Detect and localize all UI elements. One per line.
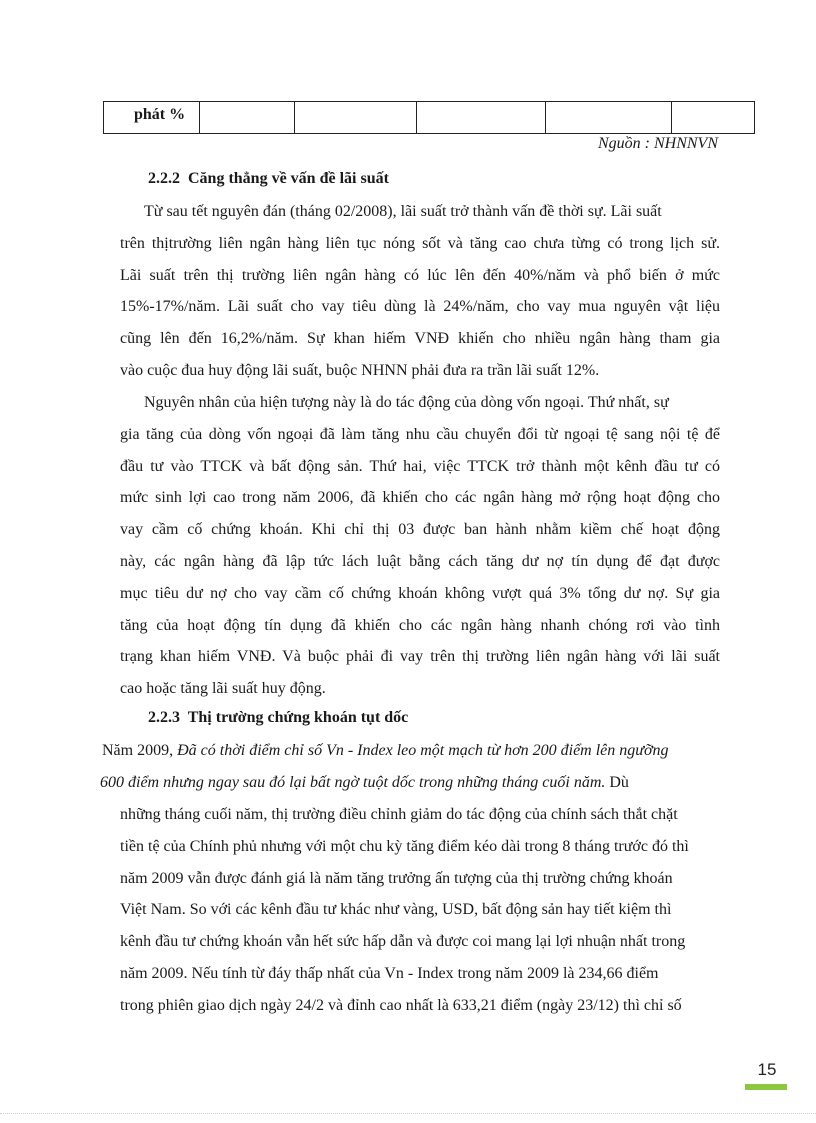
data-table-fragment <box>103 101 755 134</box>
footer-divider <box>0 1113 816 1114</box>
text-line: mục tiêu dư nợ cho vay cầm cố chứng khoán không vượt quá 3% tổng dư nợ. Sự gia <box>120 584 720 602</box>
section-heading-2-2-2 <box>148 170 389 188</box>
text-line: mức sinh lợi cao trong năm 2006, đã khiến cho các ngân hàng mở rộng hoạt động cho <box>120 489 720 507</box>
text-line: cũng lên đến 16,2%/năm. Sự khan hiếm VNĐ khiến cho nhiều ngân hàng tham gia <box>120 330 720 348</box>
text-line: 15%-17%/năm. Lãi suất cho vay tiêu dùng là 24%/năm, cho vay mua nguyên vật liệu <box>120 298 720 316</box>
text-line: Việt Nam. So với các kênh đầu tư khác như vàng, USD, bất động sản hay tiết kiệm thì <box>120 901 672 919</box>
text-line: vay cầm cố chứng khoán. Khi chỉ thị 03 được ban hành nhằm kiềm chế hoạt động <box>120 521 720 539</box>
table-row <box>104 102 755 134</box>
section-number: 2.2.2 <box>148 170 180 187</box>
table-cell <box>672 102 755 134</box>
text-line: Lãi suất trên thị trường liên ngân hàng có lúc lên đến 40%/năm và phổ biến ở mức <box>120 266 720 284</box>
text-line: Nguyên nhân của hiện tượng này là do tác động của dòng vốn ngoại. Thứ nhất, sự <box>144 394 669 411</box>
text-line: tăng của hoạt động tín dụng đã khiến cho các ngân hàng nhanh chóng rơi vào tình <box>120 616 720 634</box>
text-line: vào cuộc đua huy động lãi suất, buộc NHNN phải đưa ra trần lãi suất 12%. <box>120 361 600 379</box>
paragraph-causes <box>120 387 720 705</box>
table-cell <box>295 102 417 134</box>
text-italic: Đã có thời điểm chỉ số Vn - Index leo một mạch từ hơn 200 điểm lên ngưỡng <box>177 742 669 759</box>
paragraph-interest-rate <box>120 196 720 387</box>
paragraph-stock-market-intro <box>100 735 720 799</box>
text-line: đầu tư vào TTCK và bất động sản. Thứ hai, việc TTCK trở thành một kênh đầu tư có <box>120 457 720 475</box>
section-number: 2.2.3 <box>148 709 180 726</box>
text-line: năm 2009. Nếu tính từ đáy thấp nhất của Vn - Index trong năm 2009 là 234,66 điểm <box>120 964 659 982</box>
text-tail: Dù <box>605 773 629 791</box>
section-heading-2-2-3 <box>148 709 408 727</box>
table-cell-label: phát % <box>104 102 200 134</box>
text-line: này, các ngân hàng đã lập tức lách luật bằng cách tăng dư nợ tín dụng để đạt được <box>120 552 720 570</box>
text-line: trong phiên giao dịch ngày 24/2 và đỉnh cao nhất là 633,21 điểm (ngày 23/12) thì chỉ số <box>120 996 682 1014</box>
table-cell <box>546 102 672 134</box>
page-number-rule <box>745 1084 787 1090</box>
text-lead: Năm 2009, <box>102 742 178 759</box>
page-number: 15 <box>757 1060 777 1079</box>
text-line: tiền tệ của Chính phủ nhưng với một chu kỳ tăng điểm kéo dài trong 8 tháng trước đó thì <box>120 837 689 855</box>
table-cell <box>200 102 295 134</box>
text-line: kênh đầu tư chứng khoán vẫn hết sức hấp dẫn và được coi mang lại lợi nhuận nhất trong <box>120 933 686 951</box>
text-line: Từ sau tết nguyên đán (tháng 02/2008), lãi suất trở thành vấn đề thời sự. Lãi suất <box>144 203 662 220</box>
paragraph-stock-market <box>120 799 720 1022</box>
text-line <box>100 735 720 767</box>
text-italic: 600 điểm nhưng ngay sau đó lại bất ngờ tuột dốc trong những tháng cuối năm. <box>100 773 606 791</box>
text-line: trạng khan hiếm VNĐ. Và buộc phải đi vay trên thị trường liên ngân hàng với lãi suất <box>120 648 720 666</box>
text-line: gia tăng của dòng vốn ngoại đã làm tăng nhu cầu chuyển đổi từ ngoại tệ sang nội tệ để <box>120 425 720 443</box>
source-note: Nguồn : NHNNVN <box>597 135 718 152</box>
text-line: những tháng cuối năm, thị trường điều chỉnh giảm do tác động của chính sách thắt chặt <box>120 806 678 823</box>
text-line: trên thịtrường liên ngân hàng liên tục nóng sốt và tăng cao chưa từng có trong lịch sử. <box>120 234 720 252</box>
section-title: Căng thẳng về vấn đề lãi suất <box>188 170 389 187</box>
section-title: Thị trường chứng khoán tụt dốc <box>187 709 409 726</box>
text-line: năm 2009 vẫn được đánh giá là năm tăng trưởng ấn tượng của thị trường chứng khoán <box>120 869 673 887</box>
text-line: cao hoặc tăng lãi suất huy động. <box>120 680 326 698</box>
text-line <box>100 767 720 799</box>
table-cell <box>417 102 546 134</box>
